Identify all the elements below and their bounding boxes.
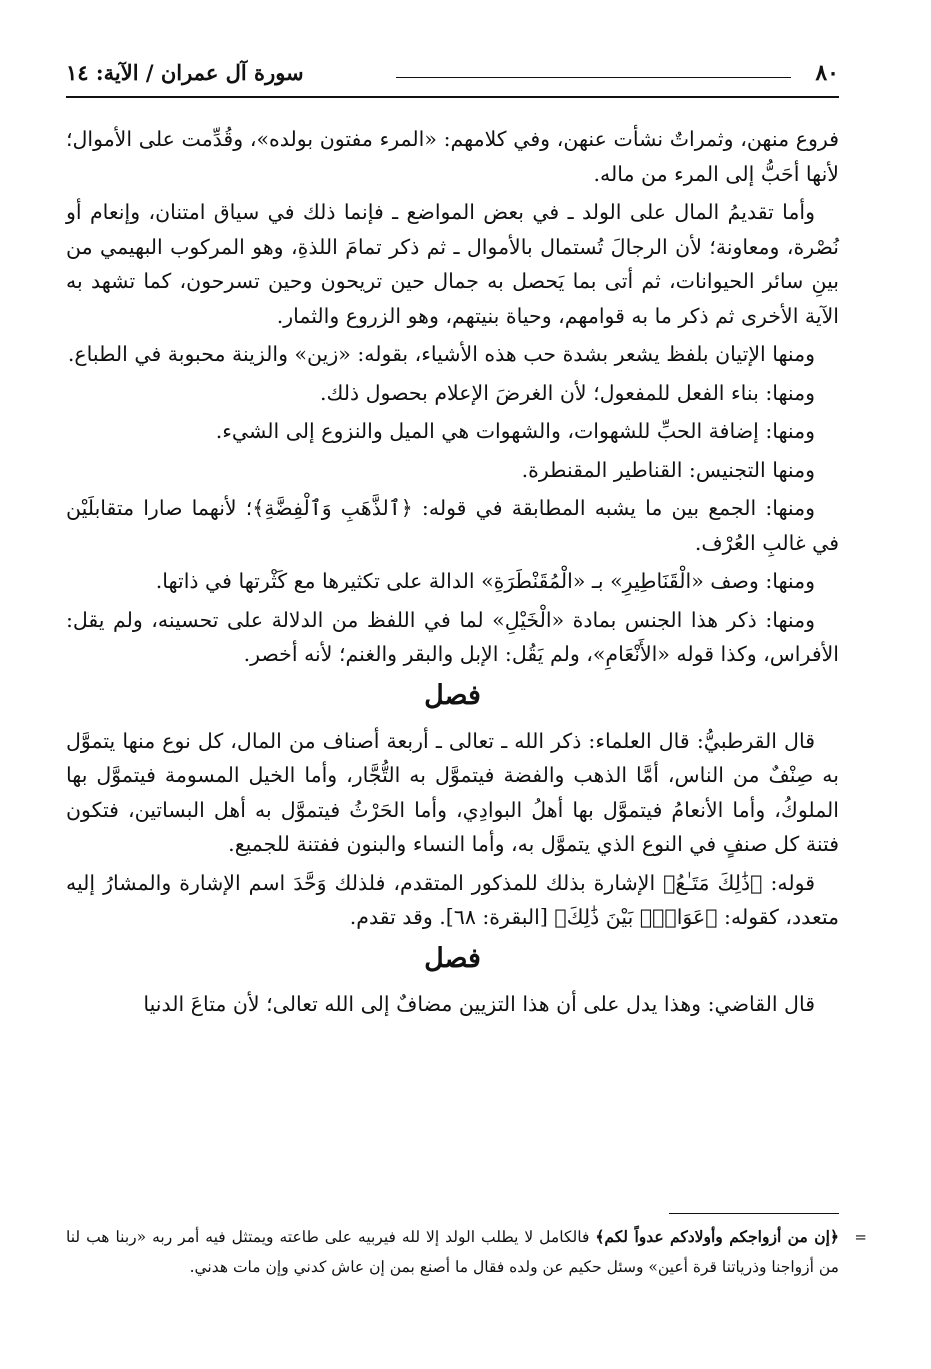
footnote-rule: [669, 1213, 839, 1214]
footnote-verse: ﴿إن من أزواجكم وأولادكم عدواً لكم﴾: [595, 1227, 839, 1246]
paragraph: ومنها التجنيس: القناطير المقنطرة.: [521, 457, 815, 482]
paragraph: ومنها: إضافة الحبِّ للشهوات، والشهوات هي الميل والنزوع إلى الشيء.: [215, 419, 815, 443]
paragraph: ومنها: ذكر هذا الجنس بمادة «الْخَيْلِ» لما في اللفظ من الدلالة على تحسينه، ولم يقل: الأفراس، وكذا قوله «الأَنْعَامِ»، ولم يَقُل: الإبل والبقر والغنم؛ لأنه أخصر.: [66, 607, 839, 666]
running-title: سورة آل عمران / الآية: ١٤: [66, 60, 304, 85]
paragraph: ومنها: وصف «الْقَنَاطِيرِ» بـ «الْمُقَنْطَرَةِ» الدالة على تكثيرها مع كَثْرتها في ذاتها.: [155, 569, 815, 593]
footnote-continuation-mark: =: [854, 1228, 867, 1246]
footnote-text: فالكامل لا يطلب الولد إلا لله فيربيه على طاعته ويمتثل فيه أمر ربه «ربنا هب لنا من أزواجنا وذرياتنا قرة أعين» وسئل حكيم عن ولده فقال ما أصنع بمن إن عاش كدني وإن مات هدني.: [66, 1228, 839, 1276]
paragraph: قال القرطبيُّ: قال العلماء: ذكر الله ـ تعالى ـ أربعة أصناف من المال، كل نوع منها يتموَّل به صِنْفٌ من الناس، أمَّا الذهب والفضة فيتموَّل به التُّجَّار، وأما الخيل المسومة فيتموَّل بها الملوكُ، وأما الأنعامُ فيتموَّل بها أهلُ البوادِي، وأما الحَرْثُ فيتموَّل به أهل البساتين، فتكون فتنة كل صنفٍ في النوع الذي يتموَّل به، وأما النساء والبنون ففتنة للجميع.: [66, 728, 839, 856]
section-heading: فصل: [424, 679, 481, 711]
paragraph: قوله: ﴿ذَٰلِكَ مَتَـٰعُ﴾ الإشارة بذلك للمذكور المتقدم، فلذلك وَحَّدَ اسم الإشارة والمشارُ إليه متعدد، كقوله: ﴿عَوَانٌۢ بَيْنَ ذَٰلِكَ﴾ [البقرة: ٦٨]. وقد تقدم.: [66, 870, 839, 929]
paragraph: ومنها: الجمع بين ما يشبه المطابقة في قوله: ﴿ٱلذَّهَبِ وَٱلْفِضَّةِ﴾؛ لأنهما صارا متقابلَيْن في غالبِ العُرْف.: [66, 496, 839, 555]
page-header: [66, 58, 839, 98]
paragraph: ومنها: بناء الفعل للمفعول؛ لأن الغرضَ الإعلام بحصول ذلك.: [319, 380, 815, 405]
header-rule: [66, 96, 839, 98]
header-dash-line: [396, 77, 791, 78]
main-text: [66, 122, 839, 1025]
footnote: [66, 1222, 867, 1282]
paragraph: قال القاضي: وهذا يدل على أن هذا التزيين مضافٌ إلى الله تعالى؛ لأن متاعَ الدنيا: [143, 991, 815, 1016]
section-heading: فصل: [424, 942, 481, 974]
paragraph: فروع منهن، وثمراتٌ نشأت عنهن، وفي كلامهم: «المرء مفتون بولده»، وقُدِّمت على الأموال؛ لأنها أحَبُّ إلى المرء من ماله.: [66, 127, 839, 186]
page-number: ٨٠: [815, 60, 839, 86]
paragraph: وأما تقديمُ المال على الولد ـ في بعض المواضع ـ فإنما ذلك في سياق امتنان، وإنعام أو نُصْرة، ومعاونة؛ لأن الرجالَ تُستمال بالأموال ـ ثم ذكر تمامَ اللذةِ، وهو المركوب البهيمي من بينِ سائر الحيوانات، ثم أتى بما يَحصل به جمال حين تريحون وحين تسرحون، كما تشهد به الآية الأخرى ثم ذكر ما به قوامهم، وحياة بنيتهم، وهو الزروع والثمار.: [66, 200, 839, 328]
paragraph: ومنها الإتيان بلفظ يشعر بشدة حب هذه الأشياء، بقوله: «زين» والزينة محبوبة في الطباع.: [67, 342, 815, 366]
